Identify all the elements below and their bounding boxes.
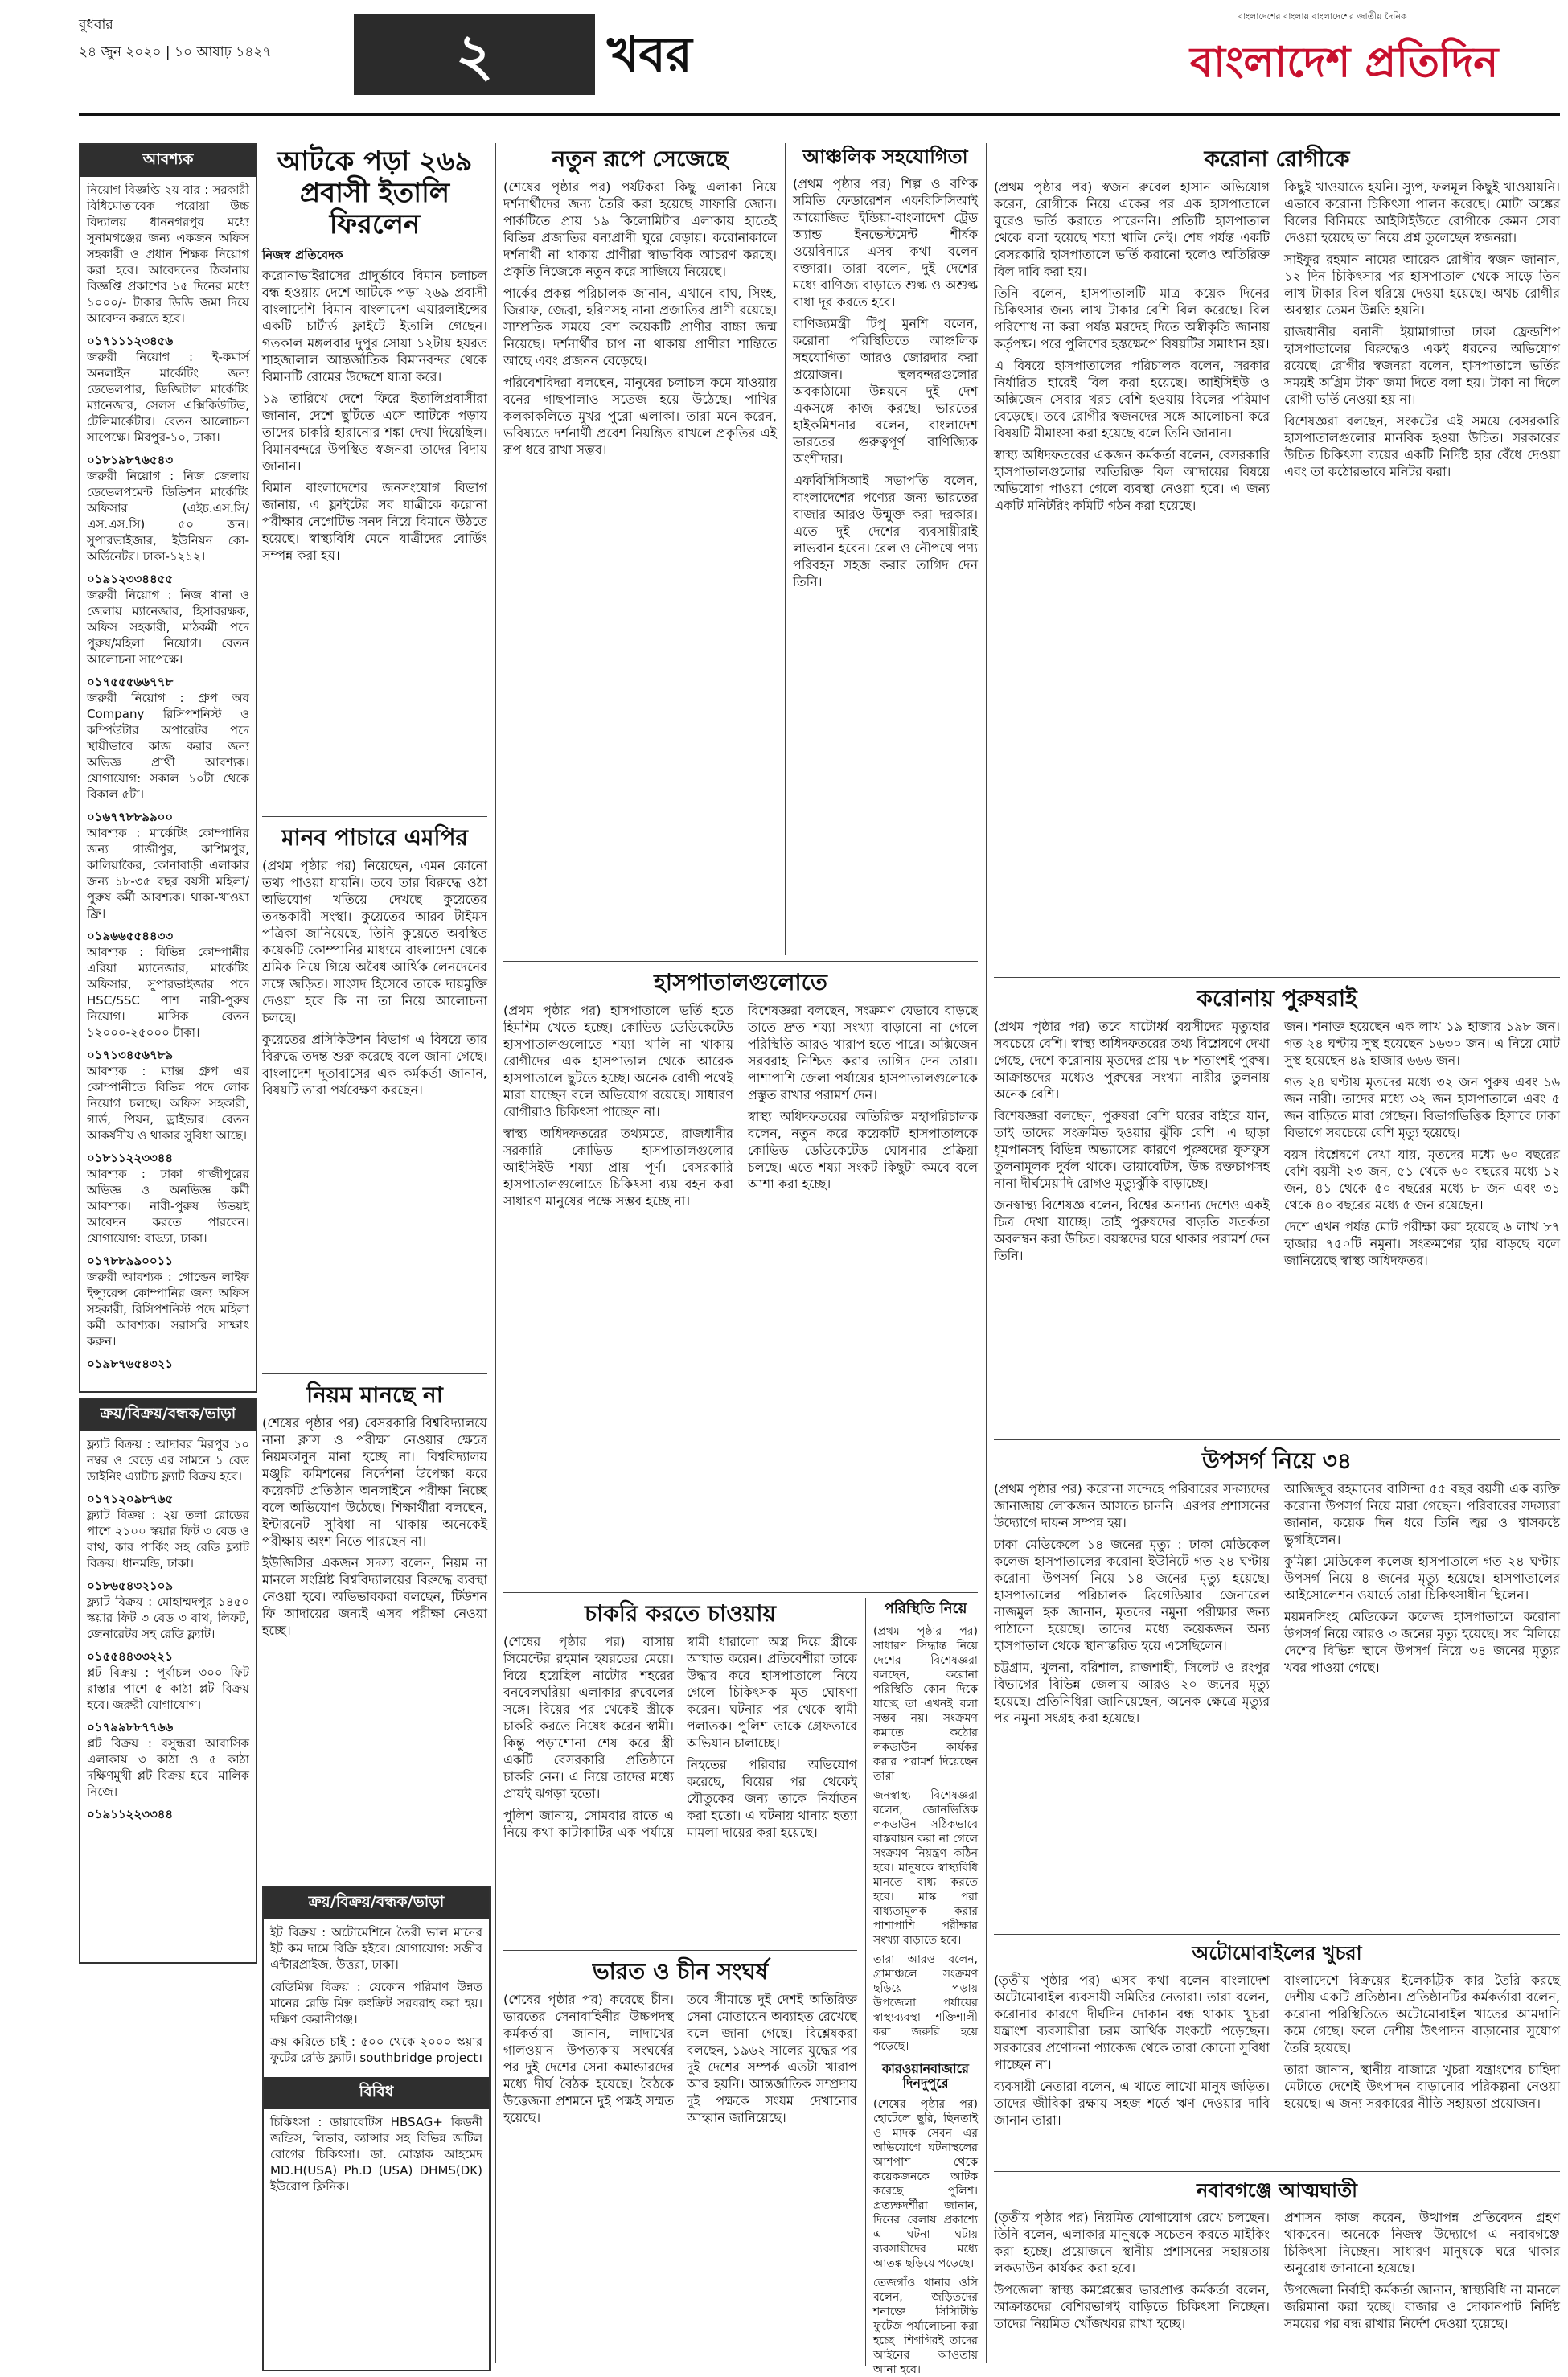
article-corona-rogi bbox=[994, 143, 1560, 971]
classified-phone: ০১৯১২৩৩৪৪৫৫ bbox=[87, 572, 174, 586]
headline: আঞ্চলিক সহযোগিতা bbox=[802, 146, 968, 168]
paragraph: তবে সীমান্তে দুই দেশই অতিরিক্ত সেনা মোতায়েন অব্যাহত রেখেছে বলে জানা গেছে। বিশ্লেষকরা বলছেন, ১৯৬২ সালের যুদ্ধের পর দুই দেশের সম্পর্ক এতটা খারাপ আর হয়নি। আন্তর্জাতিক সম্প্রদায় দুই পক্ষকে সংযম দেখানোর আহ্বান জানিয়েছে। bbox=[687, 1992, 857, 2126]
paragraph: তেজগাঁও থানার ওসি বলেন, জড়িতদের শনাক্তে সিসিটিভি ফুটেজ পর্যালোচনা করা হচ্ছে। শিগগিরই তাদের আইনের আওতায় আনা হবে। bbox=[873, 2276, 978, 2377]
headline: পরিস্থিতি নিয়ে bbox=[884, 1600, 967, 1617]
article-body bbox=[994, 1018, 1560, 1274]
paragraph: বাণিজ্যমন্ত্রী টিপু মুনশি বলেন, করোনা পরিস্থিতিতে আঞ্চলিক সহযোগিতা আরও জোরদার করা প্রয়োজন। স্থলবন্দরগুলোর অবকাঠামো উন্নয়নে দুই দেশ একসঙ্গে কাজ করছে। ভারতের হাইকমিশনার বলেন, বাংলাদেশ ভারতের গুরুত্বপূর্ণ বাণিজ্যিক অংশীদার। bbox=[793, 315, 978, 466]
divider bbox=[503, 961, 978, 962]
article-col-right bbox=[1284, 1018, 1560, 1274]
divider bbox=[785, 143, 786, 955]
classified-ad: জরুরী নিয়োগ : নিজ জেলায় ডেভেলপমেন্ট ডিভিশন মার্কেটিং অফিসার (এইচ.এস.সি/এস.এস.সি) ৫০ জন। সুপারভাইজার, ইউনিয়ন কো-অর্ডিনেটর। ঢাকা-১২১২। bbox=[87, 469, 249, 564]
classifieds-jobs bbox=[79, 143, 257, 1393]
article-body bbox=[994, 1972, 1560, 2133]
article-col-left bbox=[994, 179, 1270, 519]
article-hospital bbox=[503, 967, 978, 1586]
paragraph: (প্রথম পৃষ্ঠার পর) সাধারণ সিদ্ধান্ত নিয়ে দেশের বিশেষজ্ঞরা বলছেন, করোনা পরিস্থিতি কোন দিকে যাচ্ছে তা এখনই বলা সম্ভব নয়। সংক্রমণ কমাতে কঠোর লকডাউন কার্যকর করার পরামর্শ দিয়েছেন তারা। bbox=[873, 1624, 978, 1783]
kroy-head: ক্রয়/বিক্রয়/বন্ধক/ভাড়া bbox=[264, 1887, 489, 1919]
article-purush bbox=[994, 983, 1560, 1433]
headline: অটোমোবাইলের খুচরা bbox=[1192, 1942, 1362, 1964]
paragraph: কুয়েতের প্রসিকিউশন বিভাগ এ বিষয়ে তার বিরুদ্ধে তদন্ত শুরু করেছে বলে জানা গেছে। বাংলাদেশ দূতাবাসের এক কর্মকর্তা জানান, বিষয়টি তারা পর্যবেক্ষণ করছেন। bbox=[262, 1032, 487, 1098]
article-col-right bbox=[1284, 2209, 1560, 2337]
paragraph: (শেষের পৃষ্ঠার পর) করেছে চীন। ভারতের সেনাবাহিনীর উচ্চপদস্থ কর্মকর্তারা জানান, লাদাখের গালওয়ান উপত্যকায় সংঘর্ষের পর দুই দেশের সেনা কমান্ডারদের মধ্যে দীর্ঘ বৈঠক হয়েছে। বৈঠকে উত্তেজনা প্রশমনে দুই পক্ষই সম্মত হয়েছে। bbox=[503, 1992, 674, 2126]
misc-ad: চিকিৎসা : ডায়াবেটিস HBSAG+ কিডনী জন্ডিস, লিভার, ক্যান্সার সহ বিভিন্ন জটিল রোগের চিকিৎসা। ডা. মোস্তাক আহমেদ MD.H(USA) Ph.D (USA) DHMS(DK) ইউরোপ ক্লিনিক। bbox=[270, 2115, 482, 2194]
paragraph: জন। শনাক্ত হয়েছেন এক লাখ ১৯ হাজার ১৯৮ জন। গত ২৪ ঘণ্টায় সুস্থ হয়েছেন ১৬৩০ জন। এ নিয়ে মোট সুস্থ হয়েছেন ৪৯ হাজার ৬৬৬ জন। bbox=[1284, 1019, 1560, 1069]
classified-ad: জরুরী নিয়োগ : নিজ থানা ও জেলায় ম্যানেজার, হিসাবরক্ষক, অফিস সহকারী, মাঠকর্মী পদে পুরুষ/মহিলা নিয়োগ। বেতন আলোচনা সাপেক্ষে। bbox=[87, 588, 249, 667]
headline: করোনায় পুরুষরাই bbox=[1197, 985, 1357, 1012]
paragraph: করোনাভাইরাসের প্রাদুর্ভাবে বিমান চলাচল বন্ধ হওয়ায় দেশে আটকে পড়া ২৬৯ প্রবাসী বাংলাদেশি বিমান বাংলাদেশ এয়ারলাইন্সের একটি চার্টার্ড ফ্লাইটে ইতালি গেছেন। গতকাল মঙ্গলবার দুপুর সোয়া ১২টায় হযরত শাহজালাল আন্তর্জাতিক বিমানবন্দর থেকে বিমানটি রোমের উদ্দেশে যাত্রা করে। bbox=[262, 268, 487, 385]
classified-phone: ০১৯৬৬৫৫৪৪৩৩ bbox=[87, 929, 174, 943]
classified-phone: ০১৮১৯৮৭৬৫৪৩ bbox=[87, 453, 174, 467]
article-italy bbox=[262, 143, 487, 811]
article-notun bbox=[503, 143, 777, 955]
classified-ad: জরুরী আবশ্যক : গোল্ডেন লাইফ ইন্স্যুরেন্স কোম্পানির জন্য অফিস সহকারী, রিসিপশনিস্ট পদে মহিলা কর্মী আবশ্যক। সরাসরি সাক্ষাৎ করুন। bbox=[87, 1270, 249, 1349]
paragraph: বিশেষজ্ঞরা বলছেন, সংক্রমণ যেভাবে বাড়ছে তাতে দ্রুত শয্যা সংখ্যা বাড়ানো না গেলে পরিস্থিতি আরও খারাপ হতে পারে। অক্সিজেন সরবরাহ নিশ্চিত করার তাগিদ দেন তারা। পাশাপাশি জেলা পর্যায়ের হাসপাতালগুলোকে প্রস্তুত রাখার পরামর্শ দেন। bbox=[748, 1003, 978, 1103]
paragraph: বিমান বাংলাদেশের জনসংযোগ বিভাগ জানায়, এ ফ্লাইটের সব যাত্রীকে করোনা পরীক্ষার নেগেটিভ সনদ নিয়ে বিমানে উঠতে হয়েছে। স্বাস্থ্যবিধি মেনে যাত্রীদের বোর্ডিং সম্পন্ন করা হয়। bbox=[262, 480, 487, 564]
paragraph: এ বিষয়ে হাসপাতালের পরিচালক বলেন, সরকার নির্ধারিত হারেই বিল করা হয়েছে। আইসিইউ ও অক্সিজেন সেবার খরচ বেশি হওয়ায় বিলের পরিমাণ বেড়েছে। তবে রোগীর স্বজনদের সঙ্গে আলোচনা করে বিষয়টি মীমাংসা করা হয়েছে বলে তিনি জানান। bbox=[994, 358, 1270, 441]
classifieds-kroy bbox=[262, 1886, 491, 2371]
date-line: ২৪ জুন ২০২০ | ১০ আষাঢ় ১৪২৭ bbox=[79, 44, 272, 60]
paragraph: উপজেলা নির্বাহী কর্মকর্তা জানান, স্বাস্থ্যবিধি না মানলে জরিমানা করা হচ্ছে। বাজার ও দোকানপাট নির্দিষ্ট সময়ের পর বন্ধ রাখার নির্দেশ দেওয়া হয়েছে। bbox=[1284, 2281, 1560, 2331]
paragraph: তিনি বলেন, হাসপাতালটি মাত্র কয়েক দিনের চিকিৎসার জন্য লাখ টাকার বেশি বিল করেছে। বিল পরিশোধ না করা পর্যন্ত মরদেহ দিতে অস্বীকৃতি জানায় কর্তৃপক্ষ। পরে পুলিশের হস্তক্ষেপে বিষয়টির সমাধান হয়। bbox=[994, 285, 1270, 352]
headline: মানব পাচারে এমপির bbox=[281, 824, 468, 851]
paragraph: জনস্বাস্থ্য বিশেষজ্ঞ বলেন, বিশ্বের অন্যান্য দেশেও একই চিত্র দেখা যাচ্ছে। তাই পুরুষদের বাড়তি সতর্কতা অবলম্বন করা উচিত। বয়স্কদের ঘরে থাকার পরামর্শ দেন তিনি। bbox=[994, 1197, 1270, 1264]
paragraph: ময়মনসিংহ মেডিকেল কলেজ হাসপাতালে করোনা উপসর্গ নিয়ে আরও ৩ জনের মৃত্যু হয়েছে। সব মিলিয়ে দেশের বিভিন্ন স্থানে উপসর্গ নিয়ে ৩৪ জনের মৃত্যুর খবর পাওয়া গেছে। bbox=[1284, 1609, 1560, 1676]
article-niyom bbox=[262, 1379, 487, 1878]
paragraph: দেশে এখন পর্যন্ত মোট পরীক্ষা করা হয়েছে ৬ লাখ ৮৭ হাজার ৭৫০টি নমুনা। সংক্রমণের হার বাড়ছে বলে জানিয়েছে স্বাস্থ্য অধিদফতর। bbox=[1284, 1219, 1560, 1269]
paragraph: এফবিসিসিআই সভাপতি বলেন, বাংলাদেশের পণ্যের জন্য ভারতের বাজার আরও উন্মুক্ত করা দরকার। এতে দুই দেশের ব্যবসায়ীরাই লাভবান হবেন। রেল ও নৌপথে পণ্য পরিবহন সহজ করার তাগিদ দেন তিনি। bbox=[793, 472, 978, 589]
classified-ad: ইট বিক্রয় : অটোমেশিনে তৈরী ভাল মানের ইট কম দামে বিক্রি হইবে। যোগাযোগ: সজীব এন্টারপ্রাইজ, উত্তরা, ঢাকা। bbox=[270, 1925, 482, 1972]
paragraph: বয়স বিশ্লেষণে দেখা যায়, মৃতদের মধ্যে ৬০ বছরের বেশি বয়সী ২৩ জন, ৫১ থেকে ৬০ বছরের মধ্যে ১২ জন, ৪১ থেকে ৫০ বছরের মধ্যে ৮ জন এবং ৩১ থেকে ৪০ বছরের মধ্যে ৫ জন রয়েছেন। bbox=[1284, 1147, 1560, 1213]
paragraph: ঢাকা মেডিকেলে ১৪ জনের মৃত্যু : ঢাকা মেডিকেল কলেজ হাসপাতালের করোনা ইউনিটে গত ২৪ ঘণ্টায় করোনা উপসর্গ নিয়ে ১৪ জনের মৃত্যু হয়েছে। হাসপাতালের পরিচালক ব্রিগেডিয়ার জেনারেল নাজমুল হক জানান, মৃতদের নমুনা পরীক্ষার জন্য পাঠানো হয়েছে। তাদের মধ্যে কয়েকজন অন্য হাসপাতাল থেকে স্থানান্তরিত হয়ে এসেছিলেন। bbox=[994, 1537, 1270, 1654]
misc-head: বিবিধ bbox=[264, 2077, 489, 2109]
masthead bbox=[0, 0, 1568, 137]
classified-phone: ০১৭৮৮৯৯০০১১ bbox=[87, 1254, 174, 1268]
paragraph: (প্রথম পৃষ্ঠার পর) স্বজন রুবেল হাসান অভিযোগ করেন, রোগীকে নিয়ে একের পর এক হাসপাতালে ঘুরেও ভর্তি করাতে পারেননি। প্রতিটি হাসপাতাল থেকে বলা হয়েছে শয্যা খালি নেই। শেষ পর্যন্ত একটি বেসরকারি হাসপাতালে ভর্তি করানো হলেও অতিরিক্ত বিল দাবি করা হয়। bbox=[994, 179, 1270, 280]
headline: কারওয়ানবাজারে দিনদুপুরে bbox=[882, 2060, 969, 2092]
headline: নতুন রূপে সেজেছে bbox=[552, 146, 729, 172]
article-uposorgo bbox=[994, 1445, 1560, 1927]
paragraph: (প্রথম পৃষ্ঠার পর) করোনা সন্দেহে পরিবারের সদস্যদের জানাজায় লোকজন আসতে চাননি। এরপর প্রশাসনের উদ্যোগে দাফন সম্পন্ন হয়। bbox=[994, 1481, 1270, 1531]
paragraph: ব্যবসায়ী নেতারা বলেন, এ খাতে লাখো মানুষ জড়িত। তাদের জীবিকা রক্ষায় সহজ শর্তে ঋণ দেওয়ার দাবি জানান তারা। bbox=[994, 2078, 1270, 2128]
classified-ad: ফ্ল্যাট বিক্রয় : মোহাম্মদপুর ১৪৫০ স্কয়ার ফিট ৩ বেড ৩ বাথ, লিফট, জেনারেটর সহ রেডি ফ্ল্যাট। bbox=[87, 1595, 249, 1641]
divider bbox=[262, 816, 487, 817]
paragraph: (শেষের পৃষ্ঠার পর) পর্যটকরা কিছু এলাকা নিয়ে দর্শনার্থীদের জন্য তৈরি করা হয়েছে সাফারি জোন। পার্কটিতে প্রায় ১৯ কিলোমিটার এলাকায় হাতেই বিভিন্ন প্রজাতির বন্যপ্রাণী ঘুরে বেড়ায়। করোনাকালে দর্শনার্থী না থাকায় প্রাণীরা স্বাভাবিক আচরণ করছে। প্রকৃতি নিজেকে নতুন করে সাজিয়ে নিয়েছে। bbox=[503, 179, 777, 280]
headline: চাকরি করতে চাওয়ায় bbox=[585, 1600, 776, 1627]
article-body bbox=[994, 1480, 1560, 1731]
classified-ad: ফ্ল্যাট বিক্রয় : ২য় তলা রোডের পাশে ২১০০ স্কয়ার ফিট ৩ বেড ও বাথ, কার পার্কিং সহ রেডি ফ্ল্যাট বিক্রয়। ধানমন্ডি, ঢাকা। bbox=[87, 1508, 249, 1570]
section-title: খবর bbox=[607, 27, 692, 83]
paragraph: সাইফুর রহমান নামের আরেক রোগীর স্বজন জানান, ১২ দিন চিকিৎসার পর হাসপাতাল থেকে সাড়ে তিন লাখ টাকার বিল ধরিয়ে দেওয়া হয়েছে। অথচ রোগীর অবস্থার তেমন উন্নতি হয়নি। bbox=[1284, 252, 1560, 318]
paragraph: ১৯ তারিখে দেশে ফিরে ইতালিপ্রবাসীরা জানান, দেশে ছুটিতে এসে আটকে পড়ায় তাদের চাকরি হারানোর শঙ্কা দেখা দিয়েছিল। বিমানবন্দরে উপস্থিত স্বজনরা তাদের বিদায় জানান। bbox=[262, 391, 487, 474]
classified-ad: প্লট বিক্রয় : বসুন্ধরা আবাসিক এলাকায় ৩ কাঠা ও ৫ কাঠা দক্ষিণমুখী প্লট বিক্রয় হবে। মালিক নিজে। bbox=[87, 1736, 249, 1799]
article-col-left bbox=[994, 1480, 1270, 1731]
divider bbox=[994, 1934, 1560, 1935]
classifieds-list bbox=[80, 177, 256, 1377]
classified-phone: ০১৬৭৭৮৮৯৯০০ bbox=[87, 810, 174, 824]
classified-phone: ০১৭৯৯৮৮৭৭৬৬ bbox=[87, 1720, 174, 1735]
paragraph: প্রশাসন কাজ করেন, উত্থাপন্ন প্রতিবেদন গ্রহণ থাকবেন। অনেকে নিজস্ব উদ্যোগে এ নবাবগঞ্জে চিকিৎসা নিচ্ছেন। সাধারণ মানুষকে ঘরে থাকার অনুরোধ জানানো হয়েছে। bbox=[1284, 2209, 1560, 2276]
article-col-right bbox=[1284, 1480, 1560, 1731]
paragraph: পরিবেশবিদরা বলছেন, মানুষের চলাচল কমে যাওয়ায় বনের গাছপালাও সতেজ হয়ে উঠেছে। পাখির কলকাকলিতে মুখর পুরো এলাকা। তারা মনে করেন, ভবিষ্যতে দর্শনার্থী প্রবেশ নিয়ন্ত্রিত রাখলে প্রকৃতির এই রূপ ধরে রাখা সম্ভব। bbox=[503, 375, 777, 458]
headline: উপসর্গ নিয়ে ৩৪ bbox=[1201, 1447, 1352, 1474]
paragraph: স্বাস্থ্য অধিদফতরের অতিরিক্ত মহাপরিচালক বলেন, নতুন করে কয়েকটি হাসপাতালকে কোভিড ডেডিকেটেড ঘোষণার প্রক্রিয়া চলছে। এতে শয্যা সংকট কিছুটা কমবে বলে আশা করা হচ্ছে। bbox=[748, 1109, 978, 1193]
article-col-right bbox=[1284, 179, 1560, 519]
classified-phone: ০১৫৫৪৪৩৩২২১ bbox=[87, 1649, 174, 1664]
classifieds-head: আবশ্যক bbox=[80, 145, 256, 177]
classified-ad: আবশ্যক : মার্কেটিং কোম্পানির জন্য গাজীপুর, কাশিমপুর, কালিয়াকৈর, কোনাবাড়ী এলাকার জন্য ১৮-৩৫ বছর বয়সী মহিলা/পুরুষ কর্মী আবশ্যক। থাকা-খাওয়া ফ্রি। bbox=[87, 826, 249, 921]
classified-ad: আবশ্যক : বিভিন্ন কোম্পানীর এরিয়া ম্যানেজার, মার্কেটিং অফিসার, সুপারভাইজার পদে HSC/SSC পাশ নারী-পুরুষ নিয়োগ। মাসিক বেতন ১২০০০-২৫০০০ টাকা। bbox=[87, 945, 249, 1040]
paragraph: (তৃতীয় পৃষ্ঠার পর) এসব কথা বলেন বাংলাদেশ অটোমোবাইল ব্যবসায়ী সমিতির নেতারা। তারা বলেন, করোনার কারণে দীর্ঘদিন দোকান বন্ধ থাকায় খুচরা যন্ত্রাংশ ব্যবসায়ীরা চরম আর্থিক সংকটে পড়েছেন। সরকারের প্রণোদনা প্যাকেজ থেকে তারা কোনো সুবিধা পাচ্ছেন না। bbox=[994, 1972, 1270, 2072]
logo-tagline: বাংলাদেশের বাংলায় বাংলাদেশের জাতীয় দৈনিক bbox=[1238, 11, 1407, 22]
paragraph: গত ২৪ ঘণ্টায় মৃতদের মধ্যে ৩২ জন পুরুষ এবং ১৬ জন নারী। তাদের মধ্যে ৩২ জন হাসপাতালে এবং ৫ জন বাড়িতে মারা গেছেন। বিভাগভিত্তিক হিসাবে ঢাকা বিভাগে সবচেয়ে বেশি মৃত্যু হয়েছে। bbox=[1284, 1074, 1560, 1141]
paragraph: তারা জানান, স্থানীয় বাজারে খুচরা যন্ত্রাংশের চাহিদা মেটাতে দেশেই উৎপাদন বাড়ানোর পরিকল্পনা নেওয়া হয়েছে। এ জন্য সরকারের নীতি সহায়তা প্রয়োজন। bbox=[1284, 2061, 1560, 2111]
headline: হাসপাতালগুলোতে bbox=[654, 969, 827, 996]
classified-phone: ০১৯১১২২৩৩৪৪ bbox=[87, 1807, 174, 1821]
classified-ad: জরুরী নিয়োগ : ই-কমার্স অনলাইন মার্কেটিং জন্য ডেভেলপার, ডিজিটাল মার্কেটিং ম্যানেজার, সেলস এক্সিকিউটিভ, টেলিমার্কেটার। বেতন আলোচনা সাপেক্ষে। মিরপুর-১০, ঢাকা। bbox=[87, 350, 249, 445]
headline: নবাবগঞ্জে আত্মঘাতী bbox=[1196, 2179, 1357, 2202]
classified-ad: জরুরী নিয়োগ : গ্রুপ অব Company রিসিপশনিস্ট ও কম্পিউটার অপারেটর পদে স্থায়ীভাবে কাজ করার জন্য অভিজ্ঞ প্রার্থী আবশ্যক। যোগাযোগ: সকাল ১০টা থেকে বিকাল ৫টা। bbox=[87, 691, 249, 802]
classified-phone: ০১৭১২০৯৮৭৬৫ bbox=[87, 1492, 174, 1506]
divider bbox=[495, 143, 496, 2363]
article-auto bbox=[994, 1940, 1560, 2165]
article-poristhiti bbox=[873, 1598, 978, 2377]
classified-phone: ০১৮১১২২৩৩৪৪ bbox=[87, 1151, 174, 1165]
paragraph: (শেষের পৃষ্ঠার পর) বাসায় সিমেন্টের রহমান হযরতের মেয়ে। বিয়ে হয়েছিল নাটোর শহরের বনবেলঘরিয়া এলাকার রুবেলের সঙ্গে। বিয়ের পর থেকেই স্ত্রীকে চাকরি করতে নিষেধ করেন স্বামী। কিন্তু পড়াশোনা শেষ করে স্ত্রী একটি বেসরকারি প্রতিষ্ঠানে চাকরি নেন। এ নিয়ে তাদের মধ্যে প্রায়ই ঝগড়া হতো। bbox=[503, 1634, 674, 1802]
article-col-left bbox=[994, 2209, 1270, 2337]
classified-ad: ক্রয় করিতে চাই : ৫০০ থেকে ২০০০ স্কয়ার ফুটের রেডি ফ্ল্যাট। southbridge project। bbox=[270, 2034, 482, 2065]
divider bbox=[994, 1439, 1560, 1440]
paragraph: কুমিল্লা মেডিকেল কলেজ হাসপাতালে গত ২৪ ঘণ্টায় উপসর্গ নিয়ে ৪ জনের মৃত্যু হয়েছে। হাসপাতালের আইসোলেশন ওয়ার্ডে তারা চিকিৎসাধীন ছিলেন। bbox=[1284, 1554, 1560, 1603]
article-ancholik bbox=[793, 143, 978, 955]
header-rule bbox=[79, 113, 1560, 116]
paragraph: (প্রথম পৃষ্ঠার পর) তবে ষাটোর্ধ্ব বয়সীদের মৃত্যুহার সবচেয়ে বেশি। স্বাস্থ্য অধিদফতরের তথ্য বিশ্লেষণে দেখা গেছে, দেশে করোনায় মৃতদের প্রায় ৭৮ শতাংশই পুরুষ। আক্রান্তদের মধ্যেও পুরুষের সংখ্যা নারীর তুলনায় অনেক বেশি। bbox=[994, 1019, 1270, 1102]
paragraph: উপজেলা স্বাস্থ্য কমপ্লেক্সের ভারপ্রাপ্ত কর্মকর্তা বলেন, আক্রান্তদের বেশিরভাগই বাড়িতে চিকিৎসা নিচ্ছেন। তাদের নিয়মিত খোঁজখবর রাখা হচ্ছে। bbox=[994, 2281, 1270, 2331]
paragraph: (শেষের পৃষ্ঠার পর) হোটেলে ছুরি, ছিনতাই ও মাদক সেবন এর অভিযোগে ঘটনাস্থলের আশপাশ থেকে কয়েকজনকে আটক করেছে পুলিশ। প্রত্যক্ষদর্শীরা জানান, দিনের বেলায় প্রকাশ্যে এ ঘটনা ঘটায় ব্যবসায়ীদের মধ্যে আতঙ্ক ছড়িয়ে পড়েছে। bbox=[873, 2098, 978, 2271]
paragraph: পার্কের প্রকল্প পরিচালক জানান, এখানে বাঘ, সিংহ, জিরাফ, জেব্রা, হরিণসহ নানা প্রজাতির প্রাণী রয়েছে। সাম্প্রতিক সময়ে বেশ কয়েকটি প্রাণীর বাচ্চা জন্ম নিয়েছে। দর্শনার্থীর চাপ না থাকায় প্রাণীরা শান্তিতে আছে এবং প্রজনন বেড়েছে। bbox=[503, 285, 777, 369]
divider bbox=[865, 1598, 866, 2366]
paragraph: রাজধানীর বনানী ইয়ামাগাতা ঢাকা ফ্রেন্ডশিপ হাসপাতালের বিরুদ্ধেও একই ধরনের অভিযোগ রয়েছে। রোগীর স্বজনরা বলেন, হাসপাতালে ভর্তির সময়ই অগ্রিম টাকা জমা দিতে বলা হয়। টাকা না দিলে রোগী ভর্তি নেওয়া হয় না। bbox=[1284, 324, 1560, 408]
headline: করোনা রোগীকে bbox=[1204, 146, 1350, 172]
article-body bbox=[994, 179, 1560, 519]
paragraph: (শেষের পৃষ্ঠার পর) বেসরকারি বিশ্ববিদ্যালয়ে নানা ক্লাস ও পরীক্ষা নেওয়ার ক্ষেত্রে নিয়মকানুন মানা হচ্ছে না। বিশ্ববিদ্যালয় মঞ্জুরি কমিশনের নির্দেশনা উপেক্ষা করে কয়েকটি প্রতিষ্ঠান অনলাইনে পরীক্ষা নিচ্ছে বলে অভিযোগ উঠেছে। শিক্ষার্থীরা বলছেন, ইন্টারনেট সুবিধা না থাকায় অনেকেই পরীক্ষায় অংশ নিতে পারছেন না। bbox=[262, 1415, 487, 1550]
article-chakri bbox=[503, 1598, 857, 1944]
classified-ad: প্লট বিক্রয় : পূর্বাচল ৩০০ ফিট রাস্তার পাশে ৫ কাঠা প্লট বিক্রয় হবে। জরুরী যোগাযোগ। bbox=[87, 1665, 249, 1712]
paragraph: বিশেষজ্ঞরা বলছেন, সংকটের এই সময়ে বেসরকারি হাসপাতালগুলোর মানবিক হওয়া উচিত। সরকারের উচিত চিকিৎসা ব্যয়ের একটি নির্দিষ্ট হার বেঁধে দেওয়া এবং তা কঠোরভাবে মনিটর করা। bbox=[1284, 413, 1560, 480]
headline: আটকে পড়া ২৬৯ প্রবাসী ইতালি ফিরলেন bbox=[277, 146, 473, 241]
classifieds-sale bbox=[79, 1398, 257, 1964]
paragraph: ইউজিসির একজন সদস্য বলেন, নিয়ম না মানলে সংশ্লিষ্ট বিশ্ববিদ্যালয়ের বিরুদ্ধে ব্যবস্থা নেওয়া হবে। অভিভাবকরা বলছেন, টিউশন ফি আদায়ের জন্যই এসব পরীক্ষা নেওয়া হচ্ছে। bbox=[262, 1555, 487, 1639]
article-col-left bbox=[994, 1972, 1270, 2133]
article-manob bbox=[262, 822, 487, 1369]
paragraph: জনস্বাস্থ্য বিশেষজ্ঞরা বলেন, জোনভিত্তিক লকডাউন সঠিকভাবে বাস্তবায়ন করা না গেলে সংক্রমণ নিয়ন্ত্রণ কঠিন হবে। মানুষকে স্বাস্থ্যবিধি মানতে বাধ্য করতে হবে। মাস্ক পরা বাধ্যতামূলক করার পাশাপাশি পরীক্ষার সংখ্যা বাড়াতে হবে। bbox=[873, 1788, 978, 1947]
article-col-right bbox=[1284, 1972, 1560, 2133]
article-col-left bbox=[994, 1018, 1270, 1274]
paragraph: (প্রথম পৃষ্ঠার পর) হাসপাতালে ভর্তি হতে হিমশিম খেতে হচ্ছে। কোভিড ডেডিকেটেড হাসপাতালগুলোতে শয্যা খালি না থাকায় রোগীদের এক হাসপাতাল থেকে আরেক হাসপাতালে ছুটতে হচ্ছে। অনেক রোগী পথেই মারা যাচ্ছেন বলে অভিযোগ রয়েছে। সাধারণ রোগীরাও চিকিৎসা পাচ্ছেন না। bbox=[503, 1003, 733, 1120]
paragraph: (তৃতীয় পৃষ্ঠার পর) নিয়মিত যোগাযোগ রেখে চলছেন। তিনি বলেন, এলাকার মানুষকে সচেতন করতে মাইকিং করা হচ্ছে। প্রয়োজনে স্থানীয় প্রশাসনের সহায়তায় লকডাউন কার্যকর করা হবে। bbox=[994, 2209, 1270, 2276]
classified-ad: আবশ্যক : ম্যাক্স গ্রুপ এর কোম্পানীতে বিভিন্ন পদে লোক নিয়োগ চলছে। অফিস সহকারী, গার্ড, পিয়ন, ড্রাইভার। বেতন আকর্ষণীয় ও থাকার সুবিধা আছে। bbox=[87, 1064, 249, 1143]
paragraph: বাংলাদেশে বিক্রয়ের ইলেকট্রিক কার তৈরি করছে দেশীয় একটি প্রতিষ্ঠান। প্রতিষ্ঠানটির কর্মকর্তারা বলেন, করোনা পরিস্থিতিতে অটোমোবাইল খাতের আমদানি কমে গেছে। ফলে দেশীয় উৎপাদন বাড়ানোর সুযোগ তৈরি হয়েছে। bbox=[1284, 1972, 1560, 2055]
headline: নিয়ম মানছে না bbox=[306, 1381, 443, 1408]
logo-name: বাংলাদেশ প্রতিদিন bbox=[1190, 38, 1499, 87]
classified-phone: ০১৭১৩৪৫৬৭৮৯ bbox=[87, 1048, 174, 1062]
kroy-list bbox=[264, 1919, 489, 2077]
byline: নিজস্ব প্রতিবেদক bbox=[262, 248, 343, 263]
classified-ad: নিয়োগ বিজ্ঞপ্তি ২য় বার : সরকারী বিধিমোতাবেক পরোয়া উচ্চ বিদ্যালয় ধাননগরপুর মধ্যে সুনামগঞ্জের জন্য একজন অফিস সহকারী ও প্রধান শিক্ষক নিয়োগ করা হবে। আবেদনের ঠিকানায় বিজ্ঞপ্তি প্রকাশের ১৫ দিনের মধ্যে ১০০০/- টাকার ডিডি জমা দিয়ে আবেদন করতে হবে। bbox=[87, 183, 249, 326]
article-body bbox=[994, 2209, 1560, 2337]
paragraph: স্বাস্থ্য অধিদফতরের তথ্যমতে, রাজধানীর সরকারি কোভিড হাসপাতালগুলোর আইসিইউ শয্যা প্রায় পূর্ণ। বেসরকারি হাসপাতালগুলোতে চিকিৎসা ব্যয় বহন করা সাধারণ মানুষের পক্ষে সম্ভব হচ্ছে না। bbox=[503, 1126, 733, 1209]
divider bbox=[994, 2171, 1560, 2172]
paragraph: কিছুই খাওয়াতে হয়নি। স্যুপ, ফলমূল কিছুই খাওয়ায়নি। এভাবে করোনা চিকিৎসা পালন করেছে। মোটা অঙ্কের বিলের বিনিময়ে আইসিইউতে রোগীকে কেমন সেবা দেওয়া হয়েছে তা নিয়ে প্রশ্ন তুলেছেন স্বজনরা। bbox=[1284, 179, 1560, 246]
classifieds-sale-list bbox=[80, 1431, 256, 1827]
divider bbox=[503, 1592, 978, 1593]
classified-phone: ০১৭১১১২৩৪৫৬ bbox=[87, 334, 174, 348]
paragraph: আজিজুর রহমানের বাসিন্দা ৫৫ বছর বয়সী এক ব্যক্তি করোনা উপসর্গ নিয়ে মারা গেছেন। পরিবারের সদস্যরা জানান, কয়েক দিন ধরে তিনি জ্বর ও শ্বাসকষ্টে ভুগছিলেন। bbox=[1284, 1481, 1560, 1548]
paragraph: স্বাস্থ্য অধিদফতরের একজন কর্মকর্তা বলেন, বেসরকারি হাসপাতালগুলোর অতিরিক্ত বিল আদায়ের বিষয়ে অভিযোগ পাওয়া গেলে ব্যবস্থা নেওয়া হবে। এ জন্য একটি মনিটরিং কমিটি গঠন করা হয়েছে। bbox=[994, 447, 1270, 514]
classifieds-sale-head: ক্রয়/বিক্রয়/বন্ধক/ভাড়া bbox=[80, 1399, 256, 1431]
classified-phone: ০১৮৬৫৪৩২১০৯ bbox=[87, 1579, 174, 1593]
divider bbox=[986, 143, 987, 2363]
article-bharat bbox=[503, 1956, 857, 2366]
classified-phone: ০১৭৫৫৫৬৬৭৭৮ bbox=[87, 675, 174, 689]
classified-ad: ফ্ল্যাট বিক্রয় : আদাবর মিরপুর ১০ নম্বর ও বেড়ে এর সামনে ১ বেড ডাইনিং এ্যাটাচ ফ্ল্যাট বিক্রয় হবে। bbox=[87, 1437, 249, 1484]
divider bbox=[503, 1950, 857, 1951]
divider bbox=[262, 1373, 487, 1374]
paragraph: পুলিশ জানায়, সোমবার রাতে এ নিয়ে কথা কাটাকাটির এক পর্যায়ে স্বামী ধারালো অস্ত্র দিয়ে স্ত্রীকে আঘাত করেন। প্রতিবেশীরা তাকে উদ্ধার করে হাসপাতালে নিয়ে গেলে চিকিৎসক মৃত ঘোষণা করেন। ঘটনার পর থেকে স্বামী পলাতক। পুলিশ তাকে গ্রেফতারে অভিযান চালাচ্ছে। bbox=[503, 1634, 857, 1841]
paper-logo bbox=[1190, 10, 1560, 106]
headline: ভারত ও চীন সংঘর্ষ bbox=[592, 1958, 769, 1985]
classified-ad: রেডিমিক্স বিক্রয় : যেকোন পরিমাণ উন্নত মানের রেডি মিক্স কংক্রিট সরবরাহ করা হয়। দক্ষিণ কেরানীগঞ্জ। bbox=[270, 1980, 482, 2026]
weekday: বুধবার bbox=[79, 17, 113, 33]
paragraph: চট্টগ্রাম, খুলনা, বরিশাল, রাজশাহী, সিলেট ও রংপুর বিভাগের বিভিন্ন জেলায় আরও ২০ জনের মৃত্যু হয়েছে। প্রতিনিধিরা জানিয়েছেন, অনেক ক্ষেত্রে মৃত্যুর পর নমুনা সংগ্রহ করা হয়েছে। bbox=[994, 1660, 1270, 1726]
paragraph: তারা আরও বলেন, গ্রামাঞ্চলে সংক্রমণ ছড়িয়ে পড়ায় উপজেলা পর্যায়ের স্বাস্থ্যব্যবস্থা শক্তিশালী করা জরুরি হয়ে পড়েছে। bbox=[873, 1952, 978, 2053]
page-number: ২ bbox=[354, 14, 595, 95]
article-nawab bbox=[994, 2177, 1560, 2366]
paragraph: (প্রথম পৃষ্ঠার পর) নিয়েছেন, এমন কোনো তথ্য পাওয়া যায়নি। তবে তার বিরুদ্ধে ওঠা অভিযোগ খতিয়ে দেখছে কুয়েতের তদন্তকারী সংস্থা। কুয়েতের আরব টাইমস পত্রিকা জানিয়েছে, তিনি কুয়েতে অবস্থিত কয়েকটি কোম্পানির মাধ্যমে বাংলাদেশ থেকে শ্রমিক নিয়ে গিয়ে অবৈধ আর্থিক লেনদেনের সঙ্গে জড়িত। সাংসদ হিসেবে তাকে দায়মুক্তি দেওয়া হবে কি না তা নিয়ে আলোচনা চলছে। bbox=[262, 858, 487, 1026]
paragraph: (প্রথম পৃষ্ঠার পর) শিল্প ও বণিক সমিতি ফেডারেশন এফবিসিসিআই আয়োজিত ইন্ডিয়া-বাংলাদেশ ট্রেড অ্যান্ড ইনভেস্টমেন্ট শীর্ষক ওয়েবিনারে এসব কথা বলেন বক্তারা। তারা বলেন, দুই দেশের মধ্যে বাণিজ্য বাড়াতে শুল্ক ও অশুল্ক বাধা দূর করতে হবে। bbox=[793, 175, 978, 310]
issue-date bbox=[79, 11, 271, 66]
paragraph: নিহতের পরিবার অভিযোগ করেছে, বিয়ের পর থেকেই যৌতুকের জন্য তাকে নির্যাতন করা হতো। এ ঘটনায় থানায় হত্যা মামলা দায়ের করা হয়েছে। bbox=[687, 1757, 857, 1841]
classified-phone: ০১৯৮৭৬৫৪৩২১ bbox=[87, 1357, 174, 1371]
divider bbox=[994, 977, 1560, 978]
paragraph: বিশেষজ্ঞরা বলছেন, পুরুষরা বেশি ঘরের বাইরে যান, তাই তাদের সংক্রমিত হওয়ার ঝুঁকি বেশি। এ ছাড়া ধূমপানসহ বিভিন্ন অভ্যাসের কারণে পুরুষদের ফুসফুস তুলনামূলক দুর্বল থাকে। ডায়াবেটিস, উচ্চ রক্তচাপসহ নানা দীর্ঘমেয়াদি রোগও মৃত্যুঝুঁকি বাড়াচ্ছে। bbox=[994, 1108, 1270, 1192]
classified-ad: আবশ্যক : ঢাকা গাজীপুরের অভিজ্ঞ ও অনভিজ্ঞ কর্মী আবশ্যক। নারী-পুরুষ উভয়ই আবেদন করতে পারবেন। যোগাযোগ: বাড্ডা, ঢাকা। bbox=[87, 1167, 249, 1246]
